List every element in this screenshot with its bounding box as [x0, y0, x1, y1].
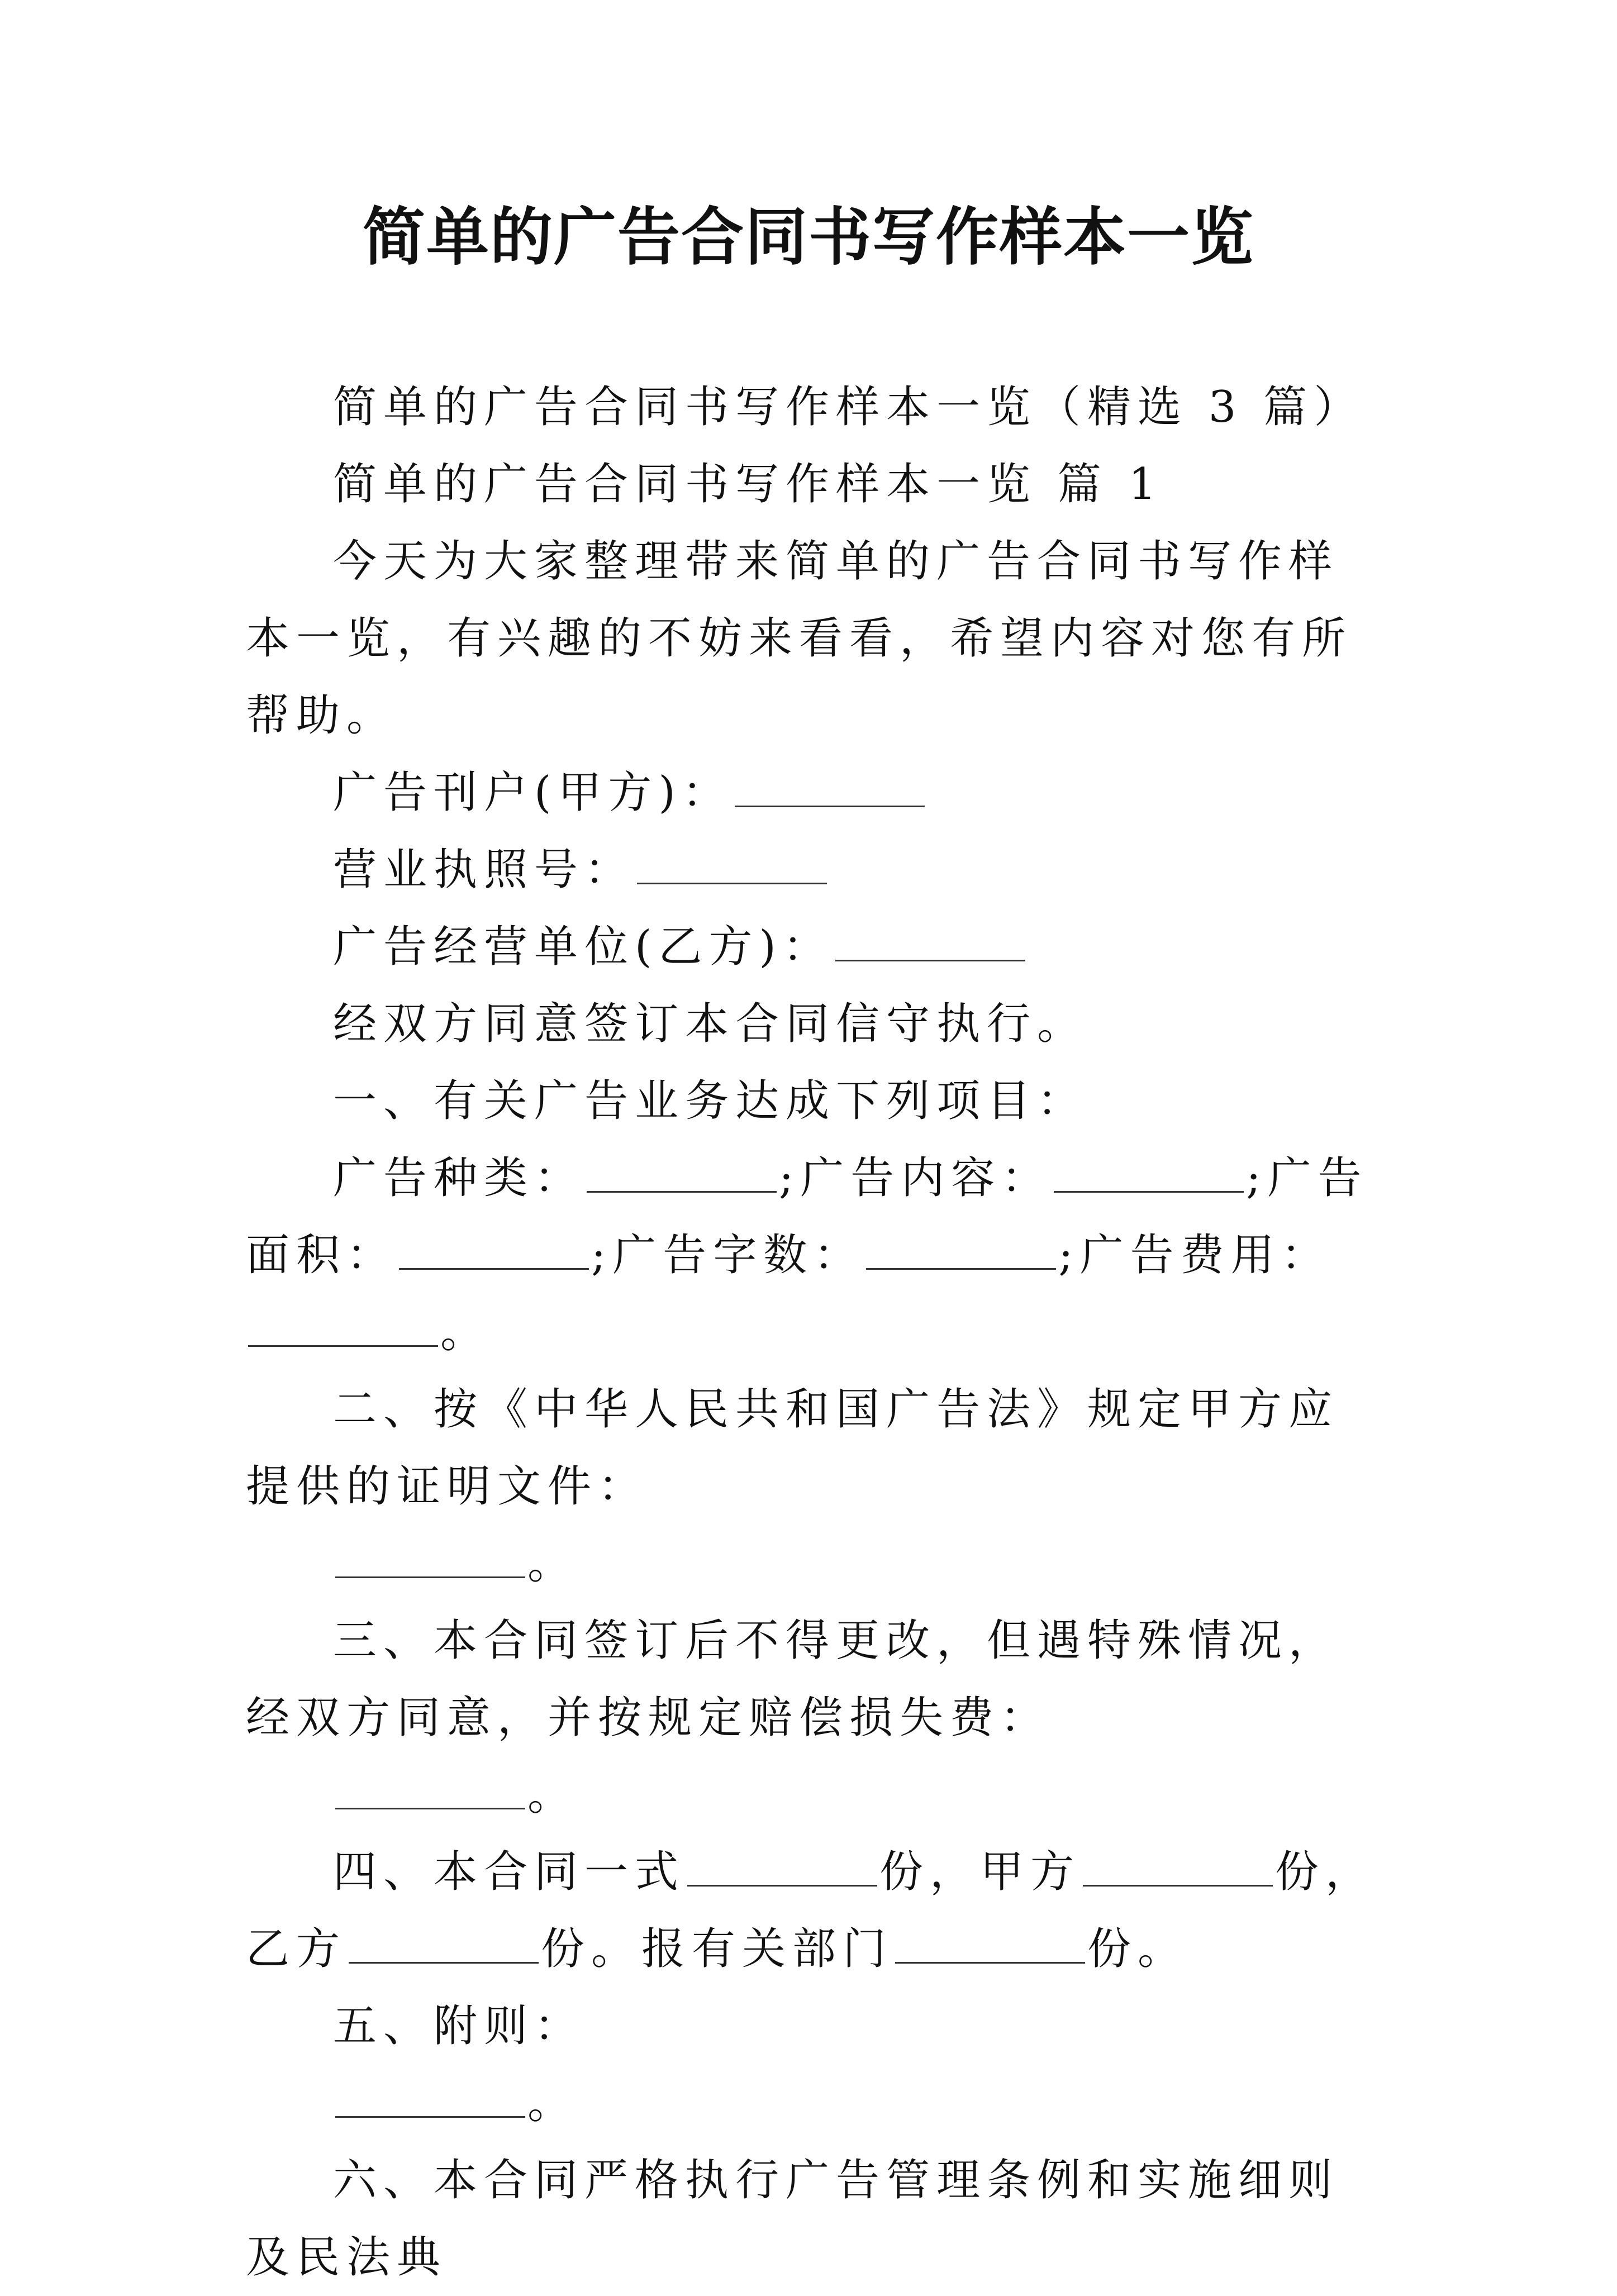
fill-in-blank [637, 850, 827, 884]
paragraph [246, 1833, 1380, 1988]
paragraph [246, 1525, 1380, 1602]
paragraph: 六、本合同严格执行广告管理条例和实施细则及民法典 [246, 2155, 1339, 2283]
paragraph-text: ;广告面积： [246, 1153, 1368, 1280]
paragraph-text: 。 [527, 2078, 578, 2128]
paragraph-text: ;广告字数： [591, 1230, 864, 1280]
paragraph: 一、有关广告业务达成下列项目： [333, 1076, 1088, 1126]
fill-in-blank [335, 2084, 525, 2118]
paragraph-text: 份。报有关部门 [541, 1924, 893, 1974]
paragraph: 经双方同意签订本合同信守执行。 [333, 999, 1088, 1049]
paragraph-text: 份，甲方 [879, 1847, 1081, 1897]
paragraph-text: ;广告费用： [1058, 1230, 1331, 1280]
document-title: 简单的广告合同书写作样本一览 [363, 201, 1254, 274]
fill-in-blank [248, 1313, 438, 1347]
paragraph: 简单的广告合同书写作样本一览 篇 1 [333, 459, 1163, 509]
fill-in-blank [735, 773, 925, 807]
fill-in-blank [1054, 1159, 1244, 1193]
fill-in-blank [587, 1159, 777, 1193]
fill-in-blank [399, 1236, 589, 1270]
fill-in-blank [895, 1930, 1085, 1964]
paragraph [246, 831, 1380, 908]
paragraph: 今天为大家整理带来简单的广告合同书写作样本一览，有兴趣的不妨来看看，希望内容对您有所帮助。 [246, 536, 1353, 741]
fill-in-blank [335, 1544, 525, 1578]
paragraph-text: 营业执照号： [333, 845, 635, 895]
paragraph-text: 。 [527, 1538, 578, 1589]
paragraph-text: 份。 [1087, 1924, 1188, 1974]
paragraph-text: ;广告内容： [779, 1153, 1052, 1203]
paragraph: 五、附则： [333, 2001, 585, 2051]
fill-in-blank [1083, 1852, 1273, 1887]
paragraph-text: 份，乙方 [246, 1847, 1376, 1974]
fill-in-blank [349, 1930, 539, 1964]
paragraph-text: 广告种类： [333, 1153, 585, 1203]
document-body [246, 369, 1380, 2296]
fill-in-blank [335, 1775, 525, 1809]
paragraph [246, 1140, 1380, 1371]
paragraph [246, 2065, 1380, 2142]
paragraph: 三、本合同签订后不得更改，但遇特殊情况，经双方同意，并按规定赔偿损失费： [246, 1616, 1339, 1743]
paragraph-text: 广告经营单位(乙方)： [333, 922, 833, 972]
paragraph-text: 。 [527, 1770, 578, 1820]
fill-in-blank [835, 927, 1025, 961]
paragraph [246, 1756, 1380, 1833]
fill-in-blank [866, 1236, 1056, 1270]
paragraph: 二、按《中华人民共和国广告法》规定甲方应提供的证明文件： [246, 1384, 1339, 1512]
paragraph-text: 四、本合同一式 [333, 1847, 686, 1897]
paragraph-text: 广告刊户(甲方)： [333, 768, 733, 818]
fill-in-blank [687, 1852, 877, 1887]
paragraph-text: 。 [440, 1307, 491, 1357]
paragraph [246, 754, 1380, 831]
paragraph: 简单的广告合同书写作样本一览（精选 3 篇） [333, 382, 1364, 432]
paragraph [246, 908, 1380, 985]
